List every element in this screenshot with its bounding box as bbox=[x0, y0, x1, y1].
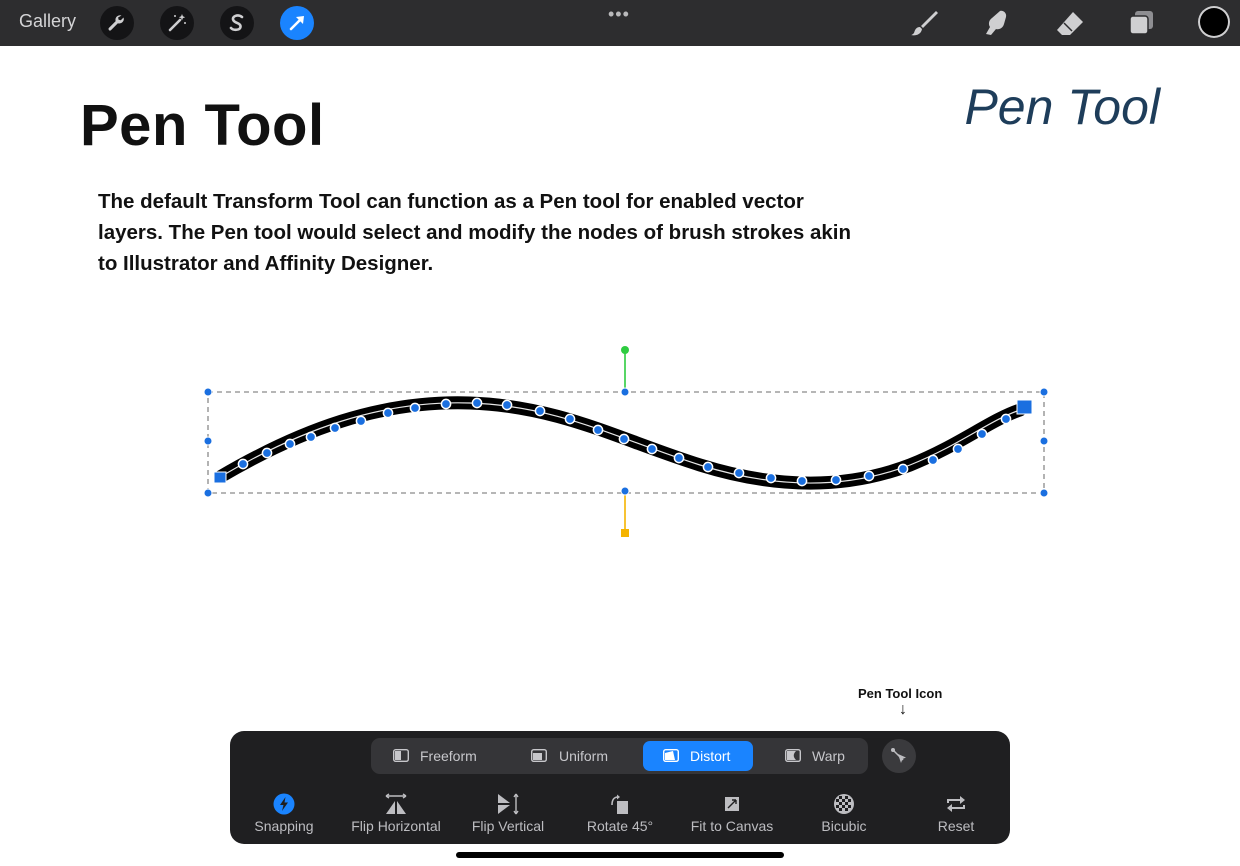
annotation-arrow: ↓ bbox=[899, 701, 907, 718]
stroke-node bbox=[262, 448, 271, 457]
snapping-bolt-icon bbox=[272, 793, 296, 815]
stroke-node bbox=[565, 414, 574, 423]
transform-panel bbox=[230, 731, 1010, 844]
bbox-handle bbox=[621, 487, 629, 495]
distort-icon bbox=[663, 749, 679, 762]
bicubic-button[interactable] bbox=[804, 793, 884, 837]
mode-freeform-label: Freeform bbox=[420, 748, 477, 764]
stroke-node bbox=[593, 425, 602, 434]
bbox-handle bbox=[204, 388, 212, 396]
stroke-node bbox=[797, 476, 806, 485]
pen-tool-logo: Pen Tool bbox=[964, 79, 1160, 135]
stroke-node bbox=[864, 471, 873, 480]
flip-vertical-label: Flip Vertical bbox=[471, 818, 545, 834]
rotate-45-button[interactable] bbox=[575, 793, 665, 837]
bbox-handle bbox=[1040, 388, 1048, 396]
bicubic-icon bbox=[832, 793, 856, 815]
bbox-handle bbox=[1040, 437, 1048, 445]
stroke-node bbox=[441, 399, 450, 408]
fit-to-canvas-label: Fit to Canvas bbox=[690, 818, 774, 834]
description-text: The default Transform Tool can function as a Pen tool for enabled vector layers. The Pen tool would select and modify the nodes of brush strokes akin to Illustrator and Affinity Designer. bbox=[98, 190, 851, 275]
stroke-node bbox=[472, 398, 481, 407]
snapping-button[interactable] bbox=[244, 793, 324, 837]
snapping-label: Snapping bbox=[254, 818, 314, 834]
mode-distort[interactable] bbox=[643, 741, 753, 771]
pen-tool-button[interactable] bbox=[882, 739, 916, 773]
mode-distort-label: Distort bbox=[690, 748, 731, 764]
reset-label: Reset bbox=[937, 818, 975, 834]
pivot-handle bbox=[621, 529, 629, 537]
fit-canvas-icon bbox=[720, 793, 744, 815]
more-options-icon[interactable]: ••• bbox=[608, 4, 630, 24]
gallery-button[interactable]: Gallery bbox=[19, 11, 77, 31]
stroke-node bbox=[977, 429, 986, 438]
mode-uniform[interactable] bbox=[517, 741, 639, 771]
stroke-node bbox=[766, 473, 775, 482]
mode-warp[interactable] bbox=[769, 741, 865, 771]
stroke-node bbox=[330, 423, 339, 432]
stroke-node bbox=[734, 468, 743, 477]
pen-tool-icon-annotation: Pen Tool Icon bbox=[858, 686, 943, 701]
pen-node-icon bbox=[882, 739, 916, 773]
flip-horizontal-label: Flip Horizontal bbox=[351, 818, 441, 834]
stroke-start-node bbox=[214, 472, 226, 483]
stroke-node bbox=[238, 459, 247, 468]
stroke-node bbox=[502, 400, 511, 409]
stroke-node bbox=[647, 444, 656, 453]
stroke-node bbox=[928, 455, 937, 464]
flip-vertical-icon bbox=[496, 793, 520, 815]
stroke-node bbox=[703, 462, 712, 471]
stroke-node bbox=[953, 444, 962, 453]
stroke-node bbox=[356, 416, 365, 425]
rotate-handle bbox=[621, 346, 629, 354]
mode-freeform[interactable] bbox=[377, 741, 501, 771]
uniform-icon bbox=[531, 749, 547, 762]
flip-vertical-button[interactable] bbox=[462, 793, 554, 837]
bbox-handle bbox=[1040, 489, 1048, 497]
stroke-node bbox=[898, 464, 907, 473]
stroke-node bbox=[674, 453, 683, 462]
mode-uniform-label: Uniform bbox=[559, 748, 609, 764]
stroke-node bbox=[410, 403, 419, 412]
stroke-node bbox=[285, 439, 294, 448]
flip-horizontal-button[interactable] bbox=[344, 793, 448, 837]
bbox-handle bbox=[621, 388, 629, 396]
reset-icon bbox=[944, 793, 968, 815]
freeform-icon bbox=[393, 749, 409, 762]
home-indicator[interactable] bbox=[456, 852, 784, 858]
reset-button[interactable] bbox=[916, 793, 996, 837]
bbox-handle bbox=[204, 489, 212, 497]
bicubic-label: Bicubic bbox=[821, 818, 867, 834]
stroke-node bbox=[831, 475, 840, 484]
rotate-icon bbox=[608, 793, 632, 815]
rotate-45-label: Rotate 45° bbox=[586, 818, 654, 834]
stroke-node bbox=[535, 406, 544, 415]
mode-warp-label: Warp bbox=[812, 748, 845, 764]
flip-horizontal-icon bbox=[384, 793, 408, 815]
warp-icon bbox=[785, 749, 801, 762]
stroke-node bbox=[306, 432, 315, 441]
stroke-end-node bbox=[1017, 400, 1032, 414]
fit-to-canvas-button[interactable] bbox=[680, 793, 784, 837]
stroke-node bbox=[1001, 414, 1010, 423]
transform-mode-segmented-control bbox=[371, 738, 868, 774]
page-title: Pen Tool bbox=[80, 93, 325, 158]
stroke-node bbox=[383, 408, 392, 417]
bbox-handle bbox=[204, 437, 212, 445]
stroke-node bbox=[619, 434, 628, 443]
